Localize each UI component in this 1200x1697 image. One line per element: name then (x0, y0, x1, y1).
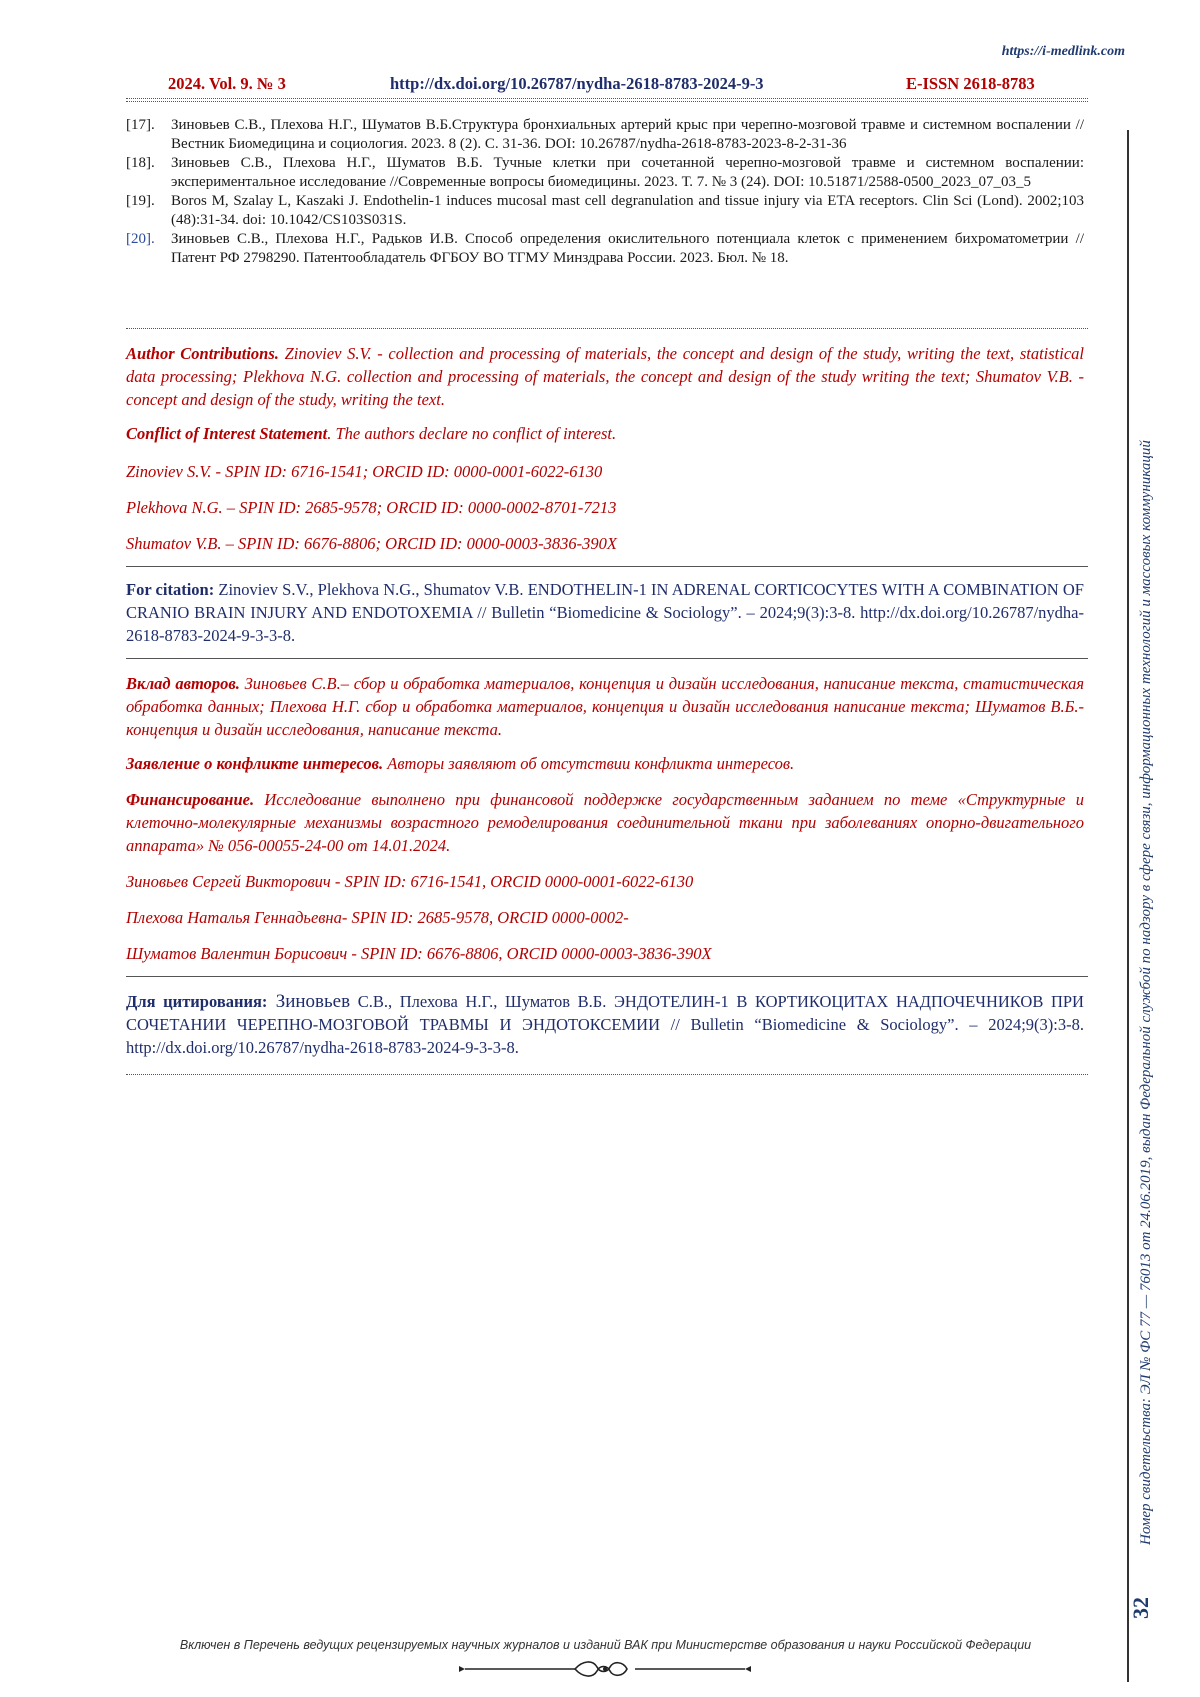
header-divider (126, 98, 1088, 99)
reference-text: Boros M, Szalay L, Kaszaki J. Endothelin-1 induces mucosal mast cell degranulation and tissue injury via ETA receptors. Clin Sci (Lond). 2002;103 (48):31-34. doi: 10.1042/CS103S031S. (171, 192, 1084, 229)
sidebar-rule (1127, 130, 1129, 1682)
citation-text: С.В., Плехова Н.Г., Шуматов В.Б. ЭНДОТЕЛИН-1 В КОРТИКОЦИТАХ НАДПОЧЕЧНИКОВ ПРИ СОЧЕТАНИИ ЧЕРЕПНО-МОЗГОВОЙ ТРАВМЫ И ЭНДОТОКСЕМИИ // Bulletin “Biomedicine & Sociology”. – 2024;9(3):3-8. http://dx.doi.org/10.26787/nydha-2618-8783-2024-9-3-3-8. (126, 992, 1084, 1057)
citation-text: Zinoviev S.V., Plekhova N.G., Shumatov V.B. ENDOTHELIN-1 IN ADRENAL CORTICOCYTES WITH A COMBINATION OF CRANIO BRAIN INJURY AND ENDOTOXEMIA // Bulletin “Biomedicine & Sociology”. – 2024;9(3):3-8. http://dx.doi.org/10.26787/nydha-2618-8783-2024-9-3-3-8. (126, 580, 1084, 645)
author-id-ru: Плехова Наталья Геннадьевна- SPIN ID: 2685-9578, ORCID 0000-0002- (126, 906, 1084, 929)
author-contributions-text: Зиновьев С.В.– сбор и обработка материалов, концепция и дизайн исследования, написание текста, статистическая обработка данных; Плехова Н.Г. сбор и обработка материалов, концепция и дизайн исследования написание текста; Шуматов В.Б.- концепция и дизайн исследования, написание текста. (126, 674, 1084, 739)
journal-doi[interactable]: http://dx.doi.org/10.26787/nydha-2618-8783-2024-9-3 (390, 74, 764, 94)
reference-item (126, 116, 1084, 153)
section-divider (126, 658, 1088, 659)
author-contributions-label: Вклад авторов. (126, 674, 240, 693)
reference-text: Зиновьев С.В., Плехова Н.Г., Шуматов В.Б. Тучные клетки при сочетанной черепно-мозговой травме и системном воспалении: экспериментальное исследование //Современные вопросы биомедицины. 2023. Т. 7. № 3 (24). DOI: 10.51871/2588-0500_2023_07_03_5 (171, 154, 1084, 191)
eissn-label: E-ISSN 2618-8783 (906, 74, 1035, 94)
section-divider (126, 566, 1088, 567)
author-id-ru: Зиновьев Сергей Викторович - SPIN ID: 6716-1541, ORCID 0000-0001-6022-6130 (126, 870, 1084, 893)
issue-label: 2024. Vol. 9. № 3 (168, 74, 286, 94)
reference-number: [17]. (126, 116, 171, 153)
reference-number-link[interactable]: [20]. (126, 230, 171, 267)
citation-en (126, 578, 1084, 647)
conflict-label: Заявление о конфликте интересов. (126, 754, 383, 773)
citation-label: Для цитирования: (126, 992, 267, 1011)
author-contributions-label: Author Contributions. (126, 344, 279, 363)
citation-name: Зиновьев (267, 991, 350, 1012)
author-contributions-text: Zinoviev S.V. - collection and processing of materials, the concept and design of the study, writing the text, statistical data processing; Plekhova N.G. collection and processing of materials, the concept and design of the study writing the text; Shumatov V.B. - concept and design of the study, writing the text. (126, 344, 1084, 409)
reference-number: [19]. (126, 192, 171, 229)
conflict-statement-en (126, 422, 1084, 445)
citation-label: For citation: (126, 580, 214, 599)
bottom-divider (126, 1074, 1088, 1075)
reference-item (126, 192, 1084, 229)
reference-number: [18]. (126, 154, 171, 191)
citation-ru (126, 990, 1084, 1059)
reference-list (126, 116, 1084, 268)
journal-site-url[interactable]: https://i-medlink.com (1002, 44, 1125, 60)
conflict-text: . The authors declare no conflict of interest. (327, 424, 616, 443)
page-number: 32 (1128, 1597, 1154, 1619)
author-contributions-ru (126, 672, 1084, 741)
author-id-en: Shumatov V.B. – SPIN ID: 6676-8806; ORCID ID: 0000-0003-3836-390X (126, 532, 1084, 555)
author-id-en: Zinoviev S.V. - SPIN ID: 6716-1541; ORCID ID: 0000-0001-6022-6130 (126, 460, 1084, 483)
conflict-label: Conflict of Interest Statement (126, 424, 327, 443)
funding-text: Исследование выполнено при финансовой поддержке государственным заданием по теме «Структурные и клеточно-молекулярные механизмы возрастного ремоделирования соединительной ткани при заболеваниях опорно-двигательного аппарата» № 056-00055-24-00 от 14.01.2024. (126, 790, 1084, 855)
references-divider (126, 328, 1088, 329)
funding-statement-ru (126, 788, 1084, 857)
conflict-text: Авторы заявляют об отсутствии конфликта интересов. (383, 754, 794, 773)
reference-item (126, 154, 1084, 191)
author-id-ru: Шуматов Валентин Борисович - SPIN ID: 6676-8806, ORCID 0000-0003-3836-390X (126, 942, 1084, 965)
ornament-icon (455, 1658, 755, 1685)
reference-text: Зиновьев С.В., Плехова Н.Г., Радьков И.В. Способ определения окислительного потенциала клеток с применением бихроматометрии // Патент РФ 2798290. Патентообладатель ФГБОУ ВО ТГМУ Минздрава России. 2023. Бюл. № 18. (171, 230, 1084, 267)
registration-note: Номер свидетельства: ЭЛ № ФС 77 — 76013 от 24.06.2019, выдан Федеральной службой по надзору в сфере связи, информационных технологий и массовых коммуникаций (1138, 125, 1155, 1545)
footer-note: Включен в Перечень ведущих рецензируемых научных журналов и изданий ВАК при Министерстве образования и науки Российской Федерации (118, 1638, 1093, 1652)
header-divider-2 (126, 101, 1088, 102)
author-contributions-en (126, 342, 1084, 411)
funding-label: Финансирование. (126, 790, 254, 809)
author-id-en: Plekhova N.G. – SPIN ID: 2685-9578; ORCID ID: 0000-0002-8701-7213 (126, 496, 1084, 519)
reference-item (126, 230, 1084, 267)
section-divider (126, 976, 1088, 977)
reference-text: Зиновьев С.В., Плехова Н.Г., Шуматов В.Б.Структура бронхиальных артерий крыс при черепно-мозговой травме и системном воспалении //Вестник Биомедицина и социология. 2023. 8 (2). С. 31-36. DOI: 10.26787/nydha-2618-8783-2023-8-2-31-36 (171, 116, 1084, 153)
conflict-statement-ru (126, 752, 1084, 775)
